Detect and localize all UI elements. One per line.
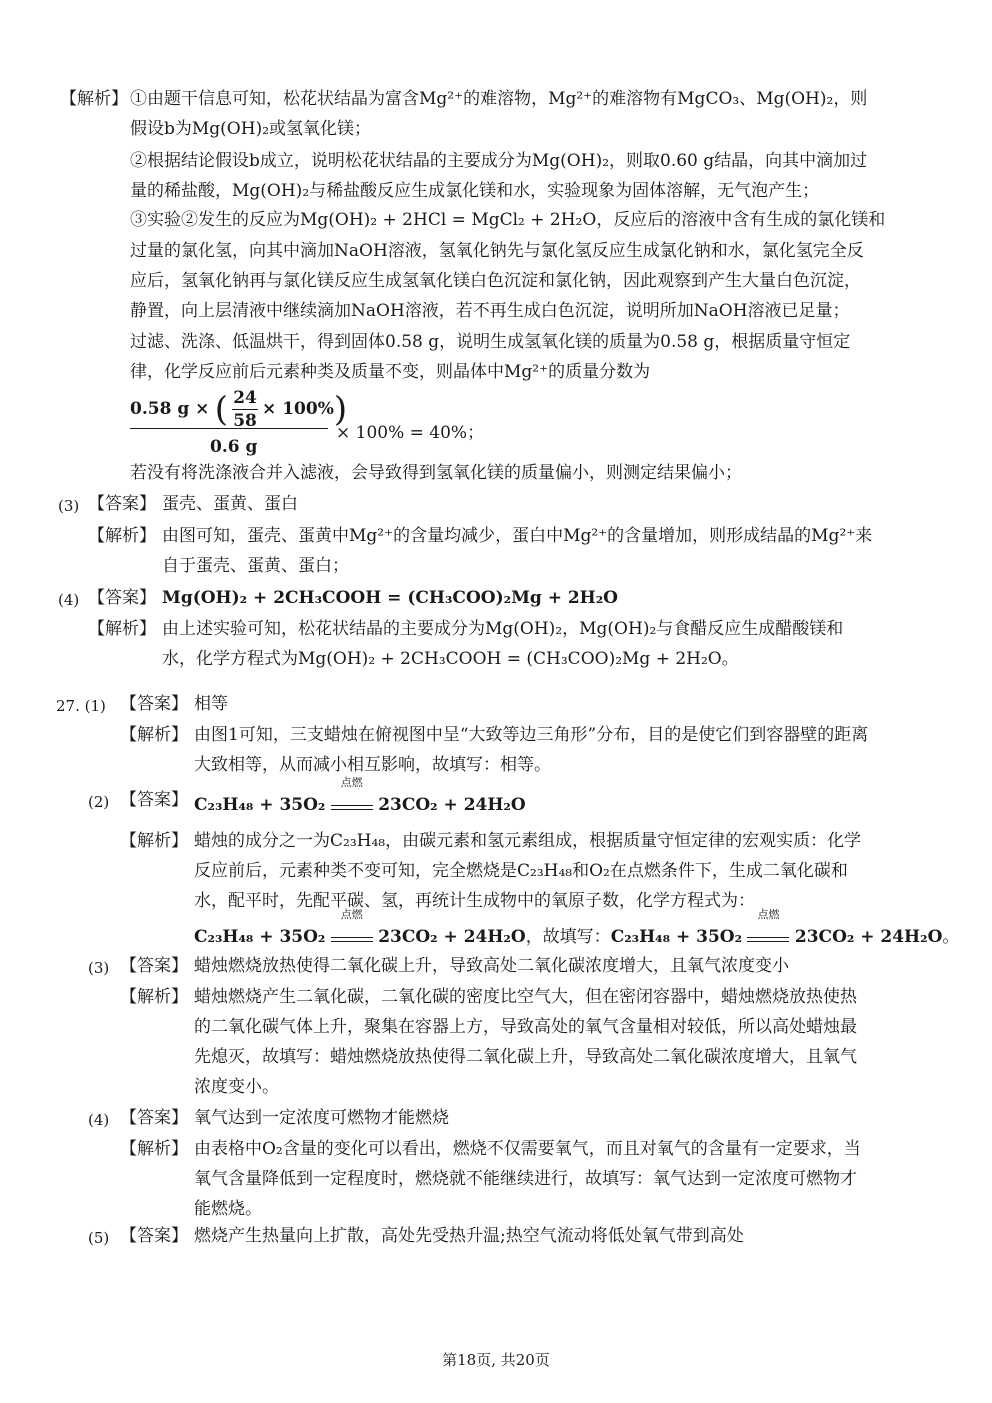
analysis-label: 【解析】: [120, 831, 188, 851]
equation-left: C₂₃H₄₈ + 35O₂: [194, 927, 326, 947]
answer-label: 【答案】: [120, 956, 188, 976]
text-line: ①由题干信息可知，松花状结晶为富含Mg²⁺的难溶物，Mg²⁺的难溶物有MgCO₃、Mg(OH)₂，则: [130, 89, 868, 109]
answer-label: 【答案】: [88, 494, 156, 514]
text-line: 过滤、洗涤、低温烘干，得到固体0.58 g，说明生成氢氧化镁的质量为0.58 g，根据质量守恒定: [130, 332, 851, 352]
answer-text: 蛋壳、蛋黄、蛋白: [162, 494, 298, 514]
text-line: ②根据结论假设b成立，说明松花状结晶的主要成分为Mg(OH)₂，则取0.60 g结晶，向其中滴加过: [130, 151, 868, 171]
text-line: 反应前后，元素种类不变可知，完全燃烧是C₂₃H₄₈和O₂在点燃条件下，生成二氧化碳和: [194, 861, 848, 881]
answer-label: 【答案】: [120, 1226, 188, 1246]
text-line: 律，化学反应前后元素种类及质量不变，则晶体中Mg²⁺的质量分数为: [130, 362, 651, 382]
text-line: 水，配平时，先配平碳、氢，再统计生成物中的氧原子数，化学方程式为：: [194, 891, 755, 911]
text-line: 过量的氯化氢，向其中滴加NaOH溶液，氢氧化钠先与氯化氢反应生成氯化钠和水，氯化氢完全反: [130, 241, 864, 261]
text-line: 氧气含量降低到一定程度时，燃烧就不能继续进行，故填写：氧气达到一定浓度可燃物才: [194, 1169, 857, 1189]
answer-label: 【答案】: [88, 588, 156, 608]
equation-right: 23CO₂ + 24H₂O: [378, 927, 526, 947]
inner-denominator: 58: [233, 411, 257, 431]
ignition-condition: [331, 776, 373, 810]
answer-label: 【答案】: [120, 694, 188, 714]
equation-line: [194, 908, 960, 952]
text-line: 由表格中O₂含量的变化可以看出，燃烧不仅需要氧气，而且对氧气的含量有一定要求，当: [194, 1139, 861, 1159]
fraction-numerator: 0.58 g × ( $\frac{24}{58}$ × 100%): [130, 388, 348, 431]
equation-left: C₂₃H₄₈ + 35O₂: [194, 795, 326, 815]
question-number: (3): [88, 959, 110, 977]
page-footer: 第18页, 共20页: [442, 1351, 550, 1369]
text-line: 静置，向上层清液中继续滴加NaOH溶液，若不再生成白色沉淀，说明所加NaOH溶液已足量；: [130, 301, 850, 321]
condition-label: 点燃: [340, 776, 363, 789]
analysis-label: 【解析】: [88, 619, 156, 639]
text-line: 量的稀盐酸，Mg(OH)₂与稀盐酸反应生成氯化镁和水，实验现象为固体溶解，无气泡产生；: [130, 181, 820, 201]
text-line: 能燃烧。: [194, 1199, 262, 1219]
analysis-label: 【解析】: [88, 526, 156, 546]
answer-text: 氧气达到一定浓度可燃物才能燃烧: [194, 1108, 449, 1128]
question-number: (4): [88, 1111, 110, 1129]
text-line: ③实验②发生的反应为Mg(OH)₂ + 2HCl = MgCl₂ + 2H₂O，反应后的溶液中含有生成的氯化镁和: [130, 210, 886, 230]
answer-label: 【答案】: [120, 1108, 188, 1128]
ignition-condition: [747, 908, 789, 942]
fraction-result: × 100% = 40%；: [336, 423, 485, 443]
text-line: 假设b为Mg(OH)₂或氢氧化镁；: [130, 119, 372, 139]
question-number: (2): [88, 793, 110, 811]
question-number: 27. (1): [56, 697, 106, 715]
answer-text: 相等: [194, 694, 228, 714]
condition-label: 点燃: [757, 908, 780, 921]
question-number: (3): [58, 497, 80, 515]
text-line: 大致相等，从而减小相互影响，故填写：相等。: [194, 755, 551, 775]
answer-equation: Mg(OH)₂ + 2CH₃COOH = (CH₃COO)₂Mg + 2H₂O: [162, 588, 618, 608]
equation-right: 23CO₂ + 24H₂O: [794, 927, 943, 947]
fill-text: ，故填写：: [525, 927, 611, 947]
question-number: (4): [58, 591, 80, 609]
analysis-label: 【解析】: [120, 1139, 188, 1159]
text-line: 蜡烛燃烧产生二氧化碳，二氧化碳的密度比空气大，但在密闭容器中，蜡烛燃烧放热使热: [194, 987, 857, 1007]
text-line: 若没有将洗涤液合并入滤液，会导致得到氢氧化镁的质量偏小，则测定结果偏小；: [130, 463, 742, 483]
text-line: 水，化学方程式为Mg(OH)₂ + 2CH₃COOH = (CH₃COO)₂Mg + 2H₂O。: [162, 649, 739, 669]
ignition-condition: [331, 908, 373, 942]
analysis-label: 【解析】: [60, 89, 128, 109]
numerator-left: 0.58 g ×: [130, 399, 210, 419]
answer-equation: [194, 776, 526, 820]
text-line: 蜡烛的成分之一为C₂₃H₄₈，由碳元素和氢元素组成，根据质量守恒定律的宏观实质：化学: [194, 831, 862, 851]
analysis-label: 【解析】: [120, 987, 188, 1007]
period: 。: [942, 927, 960, 947]
mass-fraction-formula: [130, 388, 490, 466]
equation-left: C₂₃H₄₈ + 35O₂: [610, 927, 743, 947]
condition-label: 点燃: [340, 908, 363, 921]
numerator-right: × 100%: [262, 399, 334, 419]
question-number: (5): [88, 1229, 110, 1247]
text-line: 由上述实验可知，松花状结晶的主要成分为Mg(OH)₂，Mg(OH)₂与食醋反应生成醋酸镁和: [162, 619, 844, 639]
text-line: 先熄灭，故填写：蜡烛燃烧放热使得二氧化碳上升，导致高处二氧化碳浓度增大，且氧气: [194, 1047, 857, 1067]
text-line: 由图1可知，三支蜡烛在俯视图中呈“大致等边三角形”分布，目的是使它们到容器壁的距离: [194, 725, 869, 745]
text-line: 应后，氢氧化钠再与氯化镁反应生成氢氧化镁白色沉淀和氯化钠，因此观察到产生大量白色沉淀，: [130, 271, 861, 291]
text-line: 浓度变小。: [194, 1077, 279, 1097]
inner-fraction: [232, 388, 258, 431]
answer-text: 蜡烛燃烧放热使得二氧化碳上升，导致高处二氧化碳浓度增大，且氧气浓度变小: [194, 956, 789, 976]
analysis-label: 【解析】: [120, 725, 188, 745]
answer-label: 【答案】: [120, 790, 188, 810]
text-line: 自于蛋壳、蛋黄、蛋白；: [162, 556, 349, 576]
equation-right: 23CO₂ + 24H₂O: [378, 795, 526, 815]
inner-numerator: 24: [233, 388, 257, 408]
text-line: 由图可知，蛋壳、蛋黄中Mg²⁺的含量均减少，蛋白中Mg²⁺的含量增加，则形成结晶的Mg²⁺来: [162, 526, 873, 546]
text-line: 的二氧化碳气体上升，聚集在容器上方，导致高处的氧气含量相对较低，所以高处蜡烛最: [194, 1017, 857, 1037]
fraction-bar: [130, 428, 328, 429]
answer-text: 燃烧产生热量向上扩散，高处先受热升温;热空气流动将低处氧气带到高处: [194, 1226, 744, 1246]
fraction-denominator: 0.6 g: [210, 437, 258, 457]
